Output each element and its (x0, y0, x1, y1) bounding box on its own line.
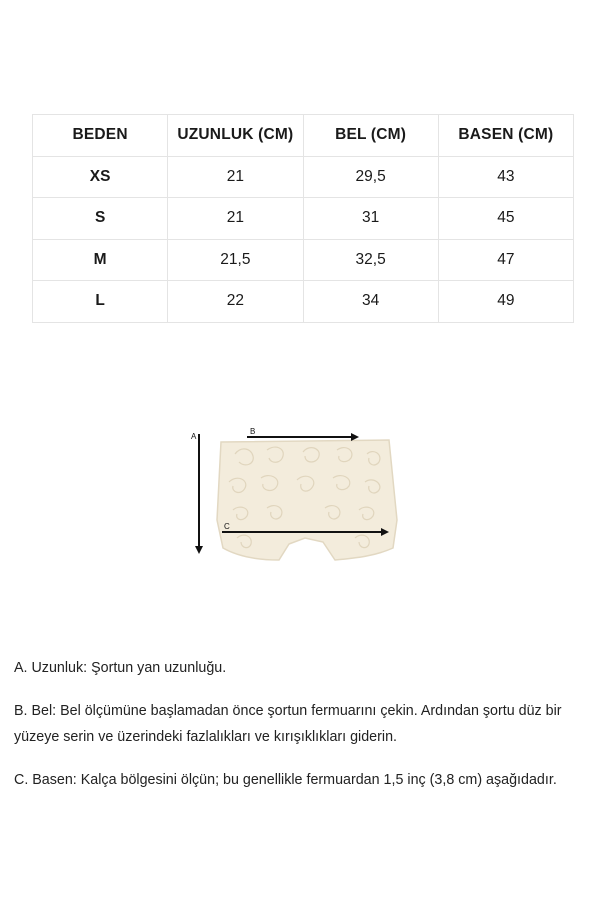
size-label: S (33, 198, 168, 240)
bel-value: 34 (303, 281, 438, 323)
size-label: M (33, 239, 168, 281)
shorts-diagram-svg (185, 420, 405, 580)
header-beden: BEDEN (33, 115, 168, 157)
note-length: A. Uzunluk: Şortun yan uzunluğu. (14, 660, 227, 676)
size-label: XS (33, 156, 168, 198)
note-hip: C. Basen: Kalça bölgesini ölçün; bu genellikle fermuardan 1,5 inç (3,8 cm) aşağıdadır. (14, 772, 557, 788)
table-row (33, 198, 574, 240)
bel-value: 29,5 (303, 156, 438, 198)
basen-value: 49 (438, 281, 573, 323)
label-a: A (191, 432, 197, 441)
uzunluk-value: 21 (168, 198, 303, 240)
table-row (33, 239, 574, 281)
label-c: C (224, 522, 230, 531)
bel-value: 31 (303, 198, 438, 240)
basen-value: 47 (438, 239, 573, 281)
basen-value: 45 (438, 198, 573, 240)
label-b: B (250, 427, 256, 436)
waist-measure-arrow (247, 427, 357, 437)
size-label: L (33, 281, 168, 323)
measurement-notes (14, 655, 604, 810)
note-waist: B. Bel: Bel ölçümüne başlamadan önce şortun fermuarını çekin. Ardından şortu düz bir yüzeye serin ve üzerindeki fazlalıkları ve kırışıklıkları giderin. (14, 703, 562, 745)
header-basen: BASEN (CM) (438, 115, 573, 157)
size-chart-table (32, 114, 574, 323)
uzunluk-value: 21,5 (168, 239, 303, 281)
table-header-row (33, 115, 574, 157)
shorts-garment-image (217, 440, 397, 560)
bel-value: 32,5 (303, 239, 438, 281)
length-measure-arrow (191, 432, 199, 552)
uzunluk-value: 21 (168, 156, 303, 198)
header-uzunluk: UZUNLUK (CM) (168, 115, 303, 157)
header-bel: BEL (CM) (303, 115, 438, 157)
basen-value: 43 (438, 156, 573, 198)
measurement-diagram (185, 420, 405, 580)
uzunluk-value: 22 (168, 281, 303, 323)
table-row (33, 156, 574, 198)
table-row (33, 281, 574, 323)
